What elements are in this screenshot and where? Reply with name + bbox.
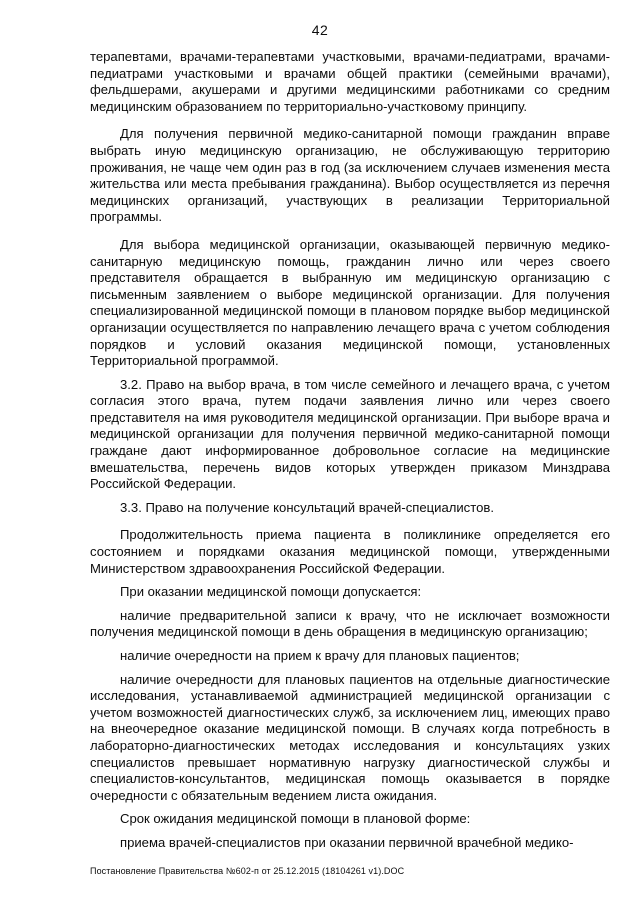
paragraph: приема врачей-специалистов при оказании первичной врачебной медико- [120,834,574,850]
paragraph: Продолжительность приема пациента в поликлинике определяется его состоянием и порядками оказания медицинской помощи, утвержденными Министерством здравоохранения Российской Федерации. [90,527,610,576]
paragraph: Для выбора медицинской организации, оказывающей первичную медико-санитарную медицинскую помощь, гражданин лично или через своего представителя обращается в выбранную им медицинскую организацию с письменным заявлением о выборе медицинской организации. Для получения специализированной медицинской помощи в плановом порядке выбор медицинской организации осуществляется по направлению лечащего врача с учетом соблюдения порядков и условий оказания медицинской помощи, установленных Территориальной программой. [90,236,610,369]
paragraph: терапевтами, врачами-терапевтами участковыми, врачами-педиатрами, врачами-педиатрами участковыми и врачами общей практики (семейными врачами), фельдшерами, акушерами и другими медицинскими работниками со средним медицинским образованием по территориально-участковому принципу. [90,49,610,114]
paragraph: 3.2. Право на выбор врача, в том числе семейного и лечащего врача, с учетом согласия этого врача, путем подачи заявления лично или через своего представителя на имя руководителя медицинской организации. При выборе врача и медицинской организации для получения первичной медико-санитарной помощи граждане дают информированное добровольное согласие на медицинские вмешательства, перечень видов которых утвержден приказом Минздрава Российской Федерации. [90,376,610,492]
document-body [90,49,610,852]
paragraph: При оказании медицинской помощи допускается: [120,584,422,600]
paragraph: наличие очередности на прием к врачу для плановых пациентов; [120,648,520,663]
page-number: 42 [311,22,329,38]
paragraph: наличие очередности для плановых пациентов на отдельные диагностические исследования, устанавливаемой администрацией медицинской организации с учетом возможностей диагностических служб, за исключением лиц, имеющих право на внеочередное оказание медицинской помощи. В случаях когда потребность в лабораторно-диагностических методах исследования и консультациях узких специалистов превышает нормативную нагрузку диагностической службы и специалистов-консультантов, медицинская помощь оказывается в порядке очередности с обязательным ведением листа ожидания. [90,671,610,803]
paragraph: Срок ожидания медицинской помощи в плановой форме: [120,811,471,827]
paragraph: Для получения первичной медико-санитарной помощи гражданин вправе выбрать иную медицинскую организацию, не обслуживающую территорию проживания, не чаще чем один раз в год (за исключением случаев изменения места жительства или места пребывания гражданина). Выбор осуществляется из перечня медицинских организаций, участвующих в реализации Территориальной программы. [90,126,610,225]
paragraph: наличие предварительной записи к врачу, что не исключает возможности получения медицинской помощи в день обращения в медицинскую организацию; [90,607,610,640]
paragraph: 3.3. Право на получение консультаций врачей-специалистов. [120,499,494,515]
document-footer: Постановление Правительства №602-п от 25.12.2015 (18104261 v1).DOC [90,866,405,876]
